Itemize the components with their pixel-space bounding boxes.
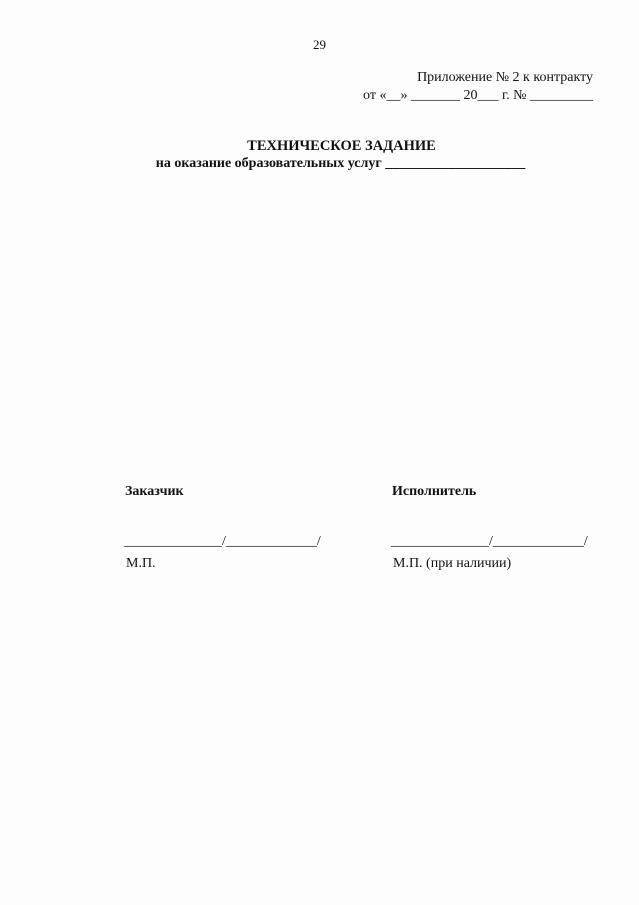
executor-stamp-label: М.П. (при наличии) bbox=[393, 556, 512, 571]
title-block bbox=[0, 138, 639, 172]
executor-signature-line: ______________/_____________/ bbox=[391, 534, 588, 549]
contract-date-line: от «__» _______ 20___ г. № _________ bbox=[363, 88, 593, 103]
customer-signature-line: ______________/_____________/ bbox=[124, 534, 321, 549]
appendix-reference bbox=[363, 69, 593, 105]
document-title: ТЕХНИЧЕСКОЕ ЗАДАНИЕ bbox=[247, 138, 436, 154]
customer-stamp-label: М.П. bbox=[126, 556, 156, 571]
appendix-line: Приложение № 2 к контракту bbox=[417, 70, 593, 85]
page-number: 29 bbox=[313, 37, 326, 52]
customer-label: Заказчик bbox=[125, 484, 184, 499]
executor-label: Исполнитель bbox=[392, 484, 477, 499]
document-subtitle: на оказание образовательных услуг ____________________ bbox=[155, 156, 526, 171]
